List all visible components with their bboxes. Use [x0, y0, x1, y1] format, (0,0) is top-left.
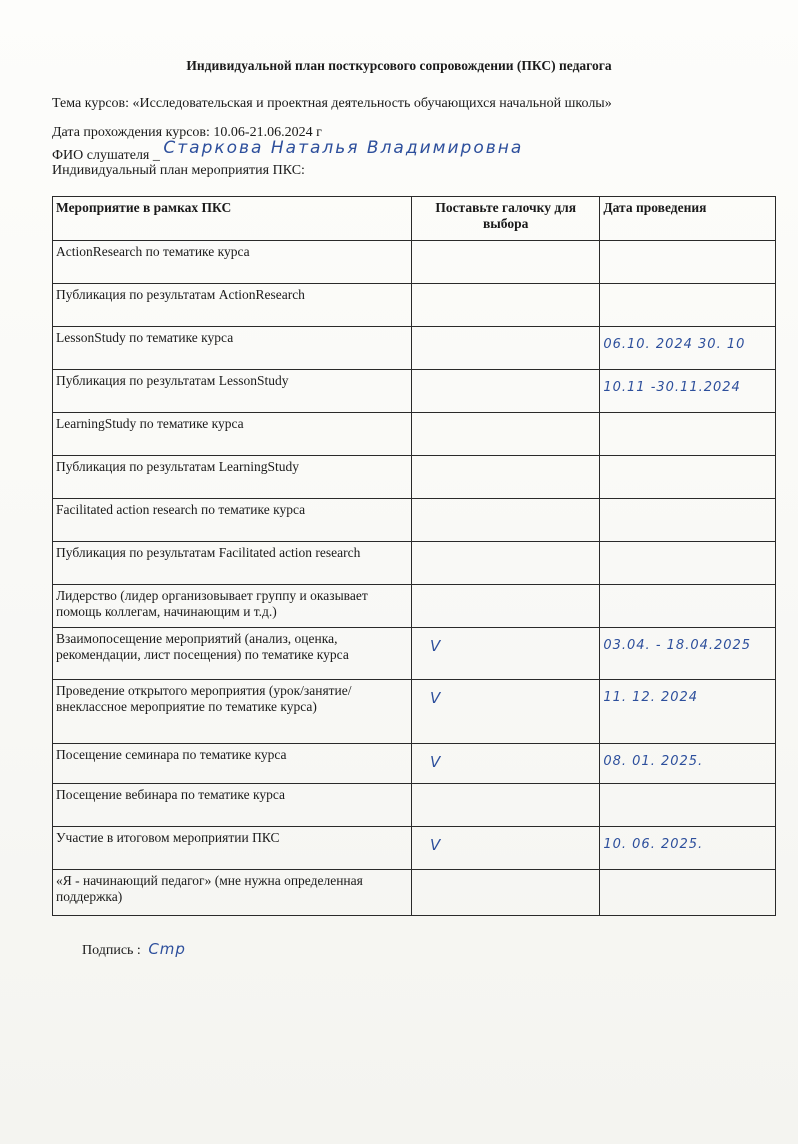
event-cell: Взаимопосещение мероприятий (анализ, оценка, рекомендации, лист посещения) по тематике курса: [53, 628, 412, 680]
date-cell[interactable]: [600, 413, 776, 456]
fio-label: ФИО слушателя _: [52, 148, 160, 163]
table-row: [53, 327, 776, 370]
date-cell[interactable]: [600, 284, 776, 327]
fio-line: [52, 138, 524, 164]
event-cell: Публикация по результатам LearningStudy: [53, 456, 412, 499]
header-event: Мероприятие в рамках ПКС: [53, 197, 412, 241]
event-cell: LessonStudy по тематике курса: [53, 327, 412, 370]
plan-label: Индивидуальный план мероприятия ПКС:: [52, 163, 305, 178]
date-cell[interactable]: [600, 499, 776, 542]
table-row: [53, 870, 776, 916]
check-cell[interactable]: [412, 456, 600, 499]
signature-line: [82, 940, 186, 959]
check-cell[interactable]: [412, 870, 600, 916]
date-cell[interactable]: 06.10. 2024 30. 10: [600, 327, 776, 370]
table-row: [53, 456, 776, 499]
header-check: Поставьте галочку для выбора: [412, 197, 600, 241]
header-date: Дата проведения: [600, 197, 776, 241]
date-cell[interactable]: 11. 12. 2024: [600, 680, 776, 744]
event-cell: Участие в итоговом мероприятии ПКС: [53, 827, 412, 870]
check-cell[interactable]: V: [412, 827, 600, 870]
check-cell[interactable]: [412, 784, 600, 827]
event-cell: Проведение открытого мероприятия (урок/занятие/внеклассное мероприятие по тематике курса): [53, 680, 412, 744]
event-cell: «Я - начинающий педагог» (мне нужна определенная поддержка): [53, 870, 412, 916]
table-row: [53, 628, 776, 680]
table-row: [53, 370, 776, 413]
check-cell[interactable]: [412, 499, 600, 542]
check-cell[interactable]: V: [412, 744, 600, 784]
table-row: [53, 241, 776, 284]
event-cell: Публикация по результатам ActionResearch: [53, 284, 412, 327]
date-cell[interactable]: 10. 06. 2025.: [600, 827, 776, 870]
course-topic: Тема курсов: «Исследовательская и проектная деятельность обучающихся начальной школы»: [52, 96, 612, 111]
table-row: [53, 744, 776, 784]
table-row: [53, 827, 776, 870]
course-dates: Дата прохождения курсов: 10.06-21.06.2024 г: [52, 125, 322, 140]
event-cell: LearningStudy по тематике курса: [53, 413, 412, 456]
check-cell[interactable]: [412, 370, 600, 413]
table-row: [53, 499, 776, 542]
check-cell[interactable]: V: [412, 680, 600, 744]
date-cell[interactable]: [600, 784, 776, 827]
date-cell[interactable]: [600, 542, 776, 585]
table-header-row: [53, 197, 776, 241]
fio-handwritten: Старкова Наталья Владимировна: [163, 138, 524, 158]
table-row: [53, 542, 776, 585]
date-cell[interactable]: [600, 456, 776, 499]
event-cell: Посещение семинара по тематике курса: [53, 744, 412, 784]
check-cell[interactable]: [412, 327, 600, 370]
check-cell[interactable]: [412, 413, 600, 456]
events-table: [52, 196, 776, 916]
event-cell: Facilitated action research по тематике курса: [53, 499, 412, 542]
date-cell[interactable]: 03.04. - 18.04.2025: [600, 628, 776, 680]
signature-label: Подпись :: [82, 943, 141, 958]
signature-handwritten: Cmp: [148, 940, 186, 958]
check-cell[interactable]: [412, 284, 600, 327]
event-cell: Публикация по результатам Facilitated action research: [53, 542, 412, 585]
check-cell[interactable]: V: [412, 628, 600, 680]
event-cell: ActionResearch по тематике курса: [53, 241, 412, 284]
date-cell[interactable]: [600, 241, 776, 284]
date-cell[interactable]: 10.11 -30.11.2024: [600, 370, 776, 413]
table-row: [53, 784, 776, 827]
table-row: [53, 680, 776, 744]
event-cell: Посещение вебинара по тематике курса: [53, 784, 412, 827]
table-row: [53, 413, 776, 456]
table-row: [53, 284, 776, 327]
check-cell[interactable]: [412, 542, 600, 585]
check-cell[interactable]: [412, 585, 600, 628]
date-cell[interactable]: [600, 585, 776, 628]
check-cell[interactable]: [412, 241, 600, 284]
table-row: [53, 585, 776, 628]
date-cell[interactable]: 08. 01. 2025.: [600, 744, 776, 784]
date-cell[interactable]: [600, 870, 776, 916]
event-cell: Лидерство (лидер организовывает группу и оказывает помощь коллегам, начинающим и т.д.): [53, 585, 412, 628]
event-cell: Публикация по результатам LessonStudy: [53, 370, 412, 413]
document-title: Индивидуальной план посткурсового сопровождении (ПКС) педагога: [186, 58, 612, 73]
